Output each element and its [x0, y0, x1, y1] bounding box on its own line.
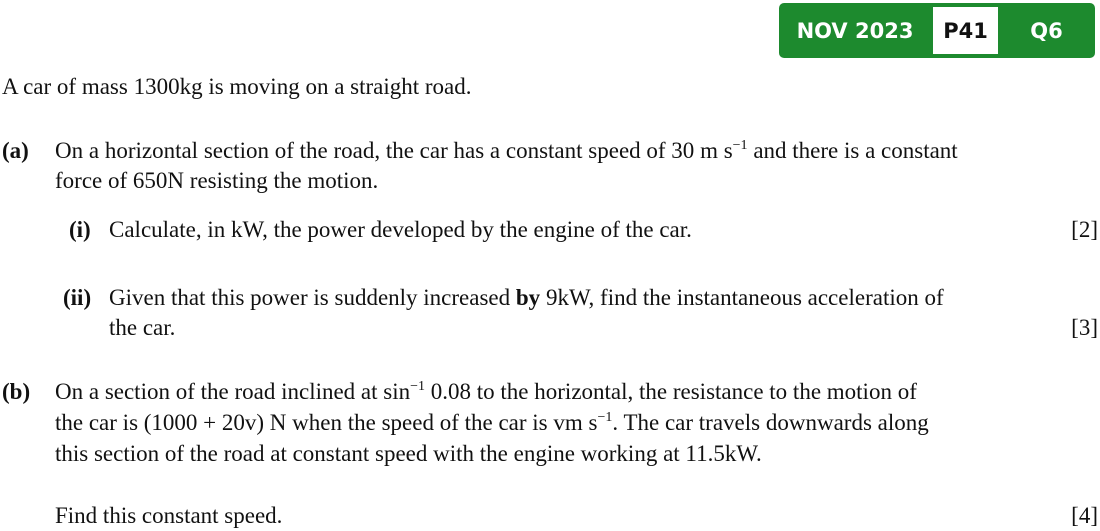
question-number-label: Q6 [1030, 18, 1063, 43]
part-b-find-text: Find this constant speed. [55, 503, 283, 528]
part-b-line-2: the car is (1000 + 20v) N when the speed of the car is vm $s^{-1}$. The car travels downwards along [55, 410, 929, 435]
part-a-i-label: (i) [69, 217, 91, 242]
part-a-ii-label: (ii) [63, 285, 92, 310]
part-a-ii-line-2: the car. [109, 315, 176, 340]
question-tag [779, 3, 1095, 58]
part-a-line-1: On a horizontal section of the road, the car has a constant speed of 30 m $s^{-1}$ and there is a constant [55, 138, 958, 163]
part-a-i-marks: [2] [1071, 217, 1098, 242]
part-a-ii-marks: [3] [1071, 315, 1098, 340]
part-b-line-1: On a section of the road inclined at $\sin^{-1} 0.08$ to the horizontal, the resistance to the motion of [55, 379, 917, 404]
part-a-line-2: force of 650N resisting the motion. [55, 168, 379, 193]
part-b-marks: [4] [1071, 503, 1098, 528]
part-a-i-text: Calculate, in kW, the power developed by the engine of the car. [109, 217, 692, 242]
part-b-label: (b) [2, 379, 31, 404]
part-a-label: (a) [2, 138, 29, 163]
part-b-line-3: this section of the road at constant speed with the engine working at 11.5kW. [55, 441, 762, 466]
paper-code-label: P41 [933, 7, 998, 54]
part-a-ii-line-1: Given that this power is suddenly increased by 9kW, find the instantaneous acceleration of [109, 285, 944, 310]
exam-date-label: NOV 2023 [796, 18, 914, 43]
intro-text: A car of mass 1300kg is moving on a straight road. [2, 74, 472, 99]
